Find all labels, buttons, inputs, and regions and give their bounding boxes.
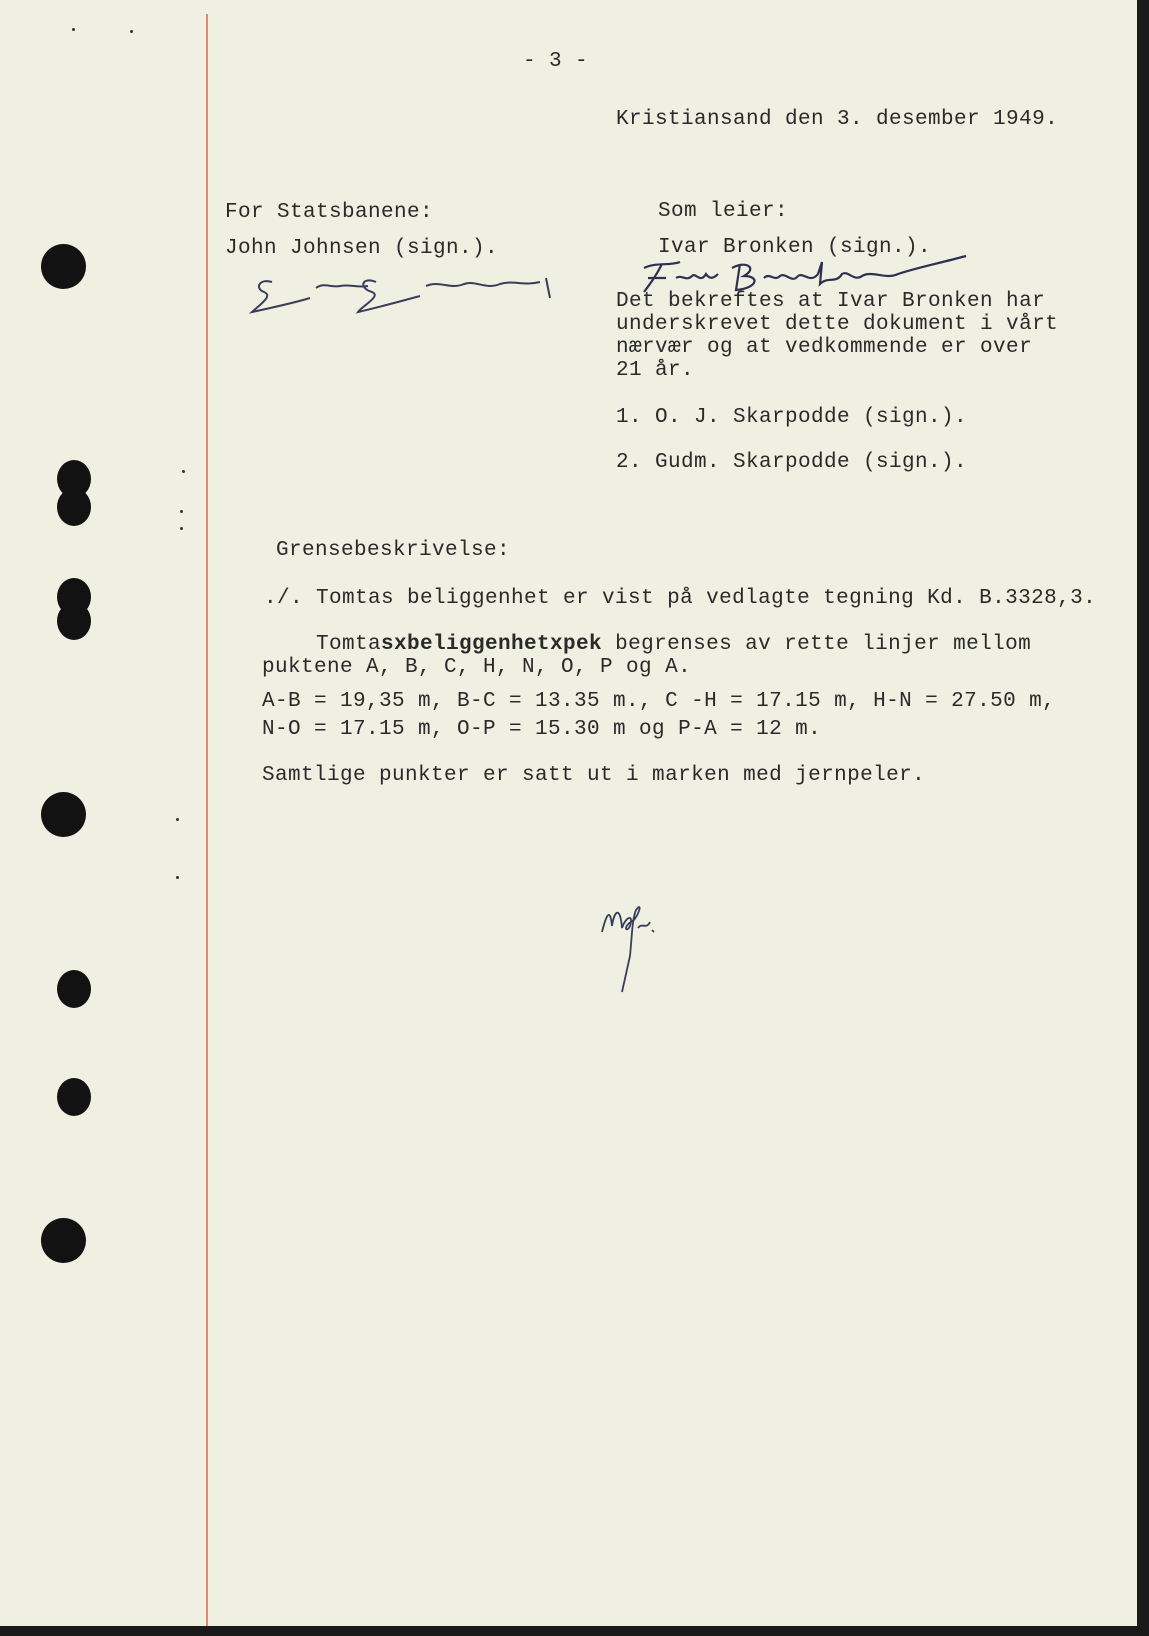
- speck: [180, 527, 183, 530]
- struck-out-text: sxbeliggenhetxpek: [381, 633, 603, 656]
- left-party-signer: John Johnsen (sign.).: [225, 237, 499, 260]
- punch-hole: [41, 792, 86, 837]
- speck: [176, 818, 179, 821]
- attestation-line: 21 år.: [616, 359, 695, 382]
- handwritten-signature-johnsen: [250, 268, 580, 318]
- witness-1: 1. O. J. Skarpodde (sign.).: [616, 406, 968, 429]
- punch-hole: [57, 602, 91, 640]
- left-party-heading: For Statsbanene:: [225, 201, 434, 224]
- boundary-line: ./. Tomtas beliggenhet er vist på vedlagte tegning Kd. B.3328,3.: [264, 587, 1097, 610]
- speck: [72, 28, 75, 31]
- speck: [182, 470, 185, 473]
- punch-hole: [57, 1078, 91, 1116]
- attestation-line: Det bekreftes at Ivar Bronken har: [616, 290, 1046, 313]
- boundary-line: [316, 633, 1031, 656]
- page-number: - 3 -: [523, 50, 589, 73]
- boundary-text: Tomta: [316, 633, 382, 656]
- right-party-signer: Ivar Bronken (sign.).: [658, 236, 932, 259]
- right-party-heading: Som leier:: [658, 200, 789, 223]
- boundary-heading: Grensebeskrivelse:: [276, 539, 511, 562]
- boundary-line: puktene A, B, C, H, N, O, P og A.: [262, 656, 692, 679]
- boundary-line: Samtlige punkter er satt ut i marken med jernpeler.: [262, 764, 926, 787]
- punch-hole: [41, 1218, 86, 1263]
- attestation-line: nærvær og at vedkommende er over: [616, 336, 1033, 359]
- punch-hole: [57, 970, 91, 1008]
- punch-hole: [57, 488, 91, 526]
- speck: [130, 30, 133, 33]
- boundary-text: begrenses av rette linjer mellom: [602, 633, 1032, 656]
- place-date: Kristiansand den 3. desember 1949.: [616, 108, 1059, 131]
- punch-hole: [41, 244, 86, 289]
- boundary-line: A-B = 19,35 m, B-C = 13.35 m., C -H = 17.15 m, H-N = 27.50 m,: [262, 690, 1056, 713]
- boundary-line: N-O = 17.15 m, O-P = 15.30 m og P-A = 12 m.: [262, 718, 822, 741]
- witness-2: 2. Gudm. Skarpodde (sign.).: [616, 451, 968, 474]
- margin-rule: [206, 14, 208, 1626]
- handwritten-initials: [596, 896, 666, 996]
- speck: [180, 510, 183, 513]
- speck: [176, 876, 179, 879]
- attestation-line: underskrevet dette dokument i vårt: [616, 313, 1059, 336]
